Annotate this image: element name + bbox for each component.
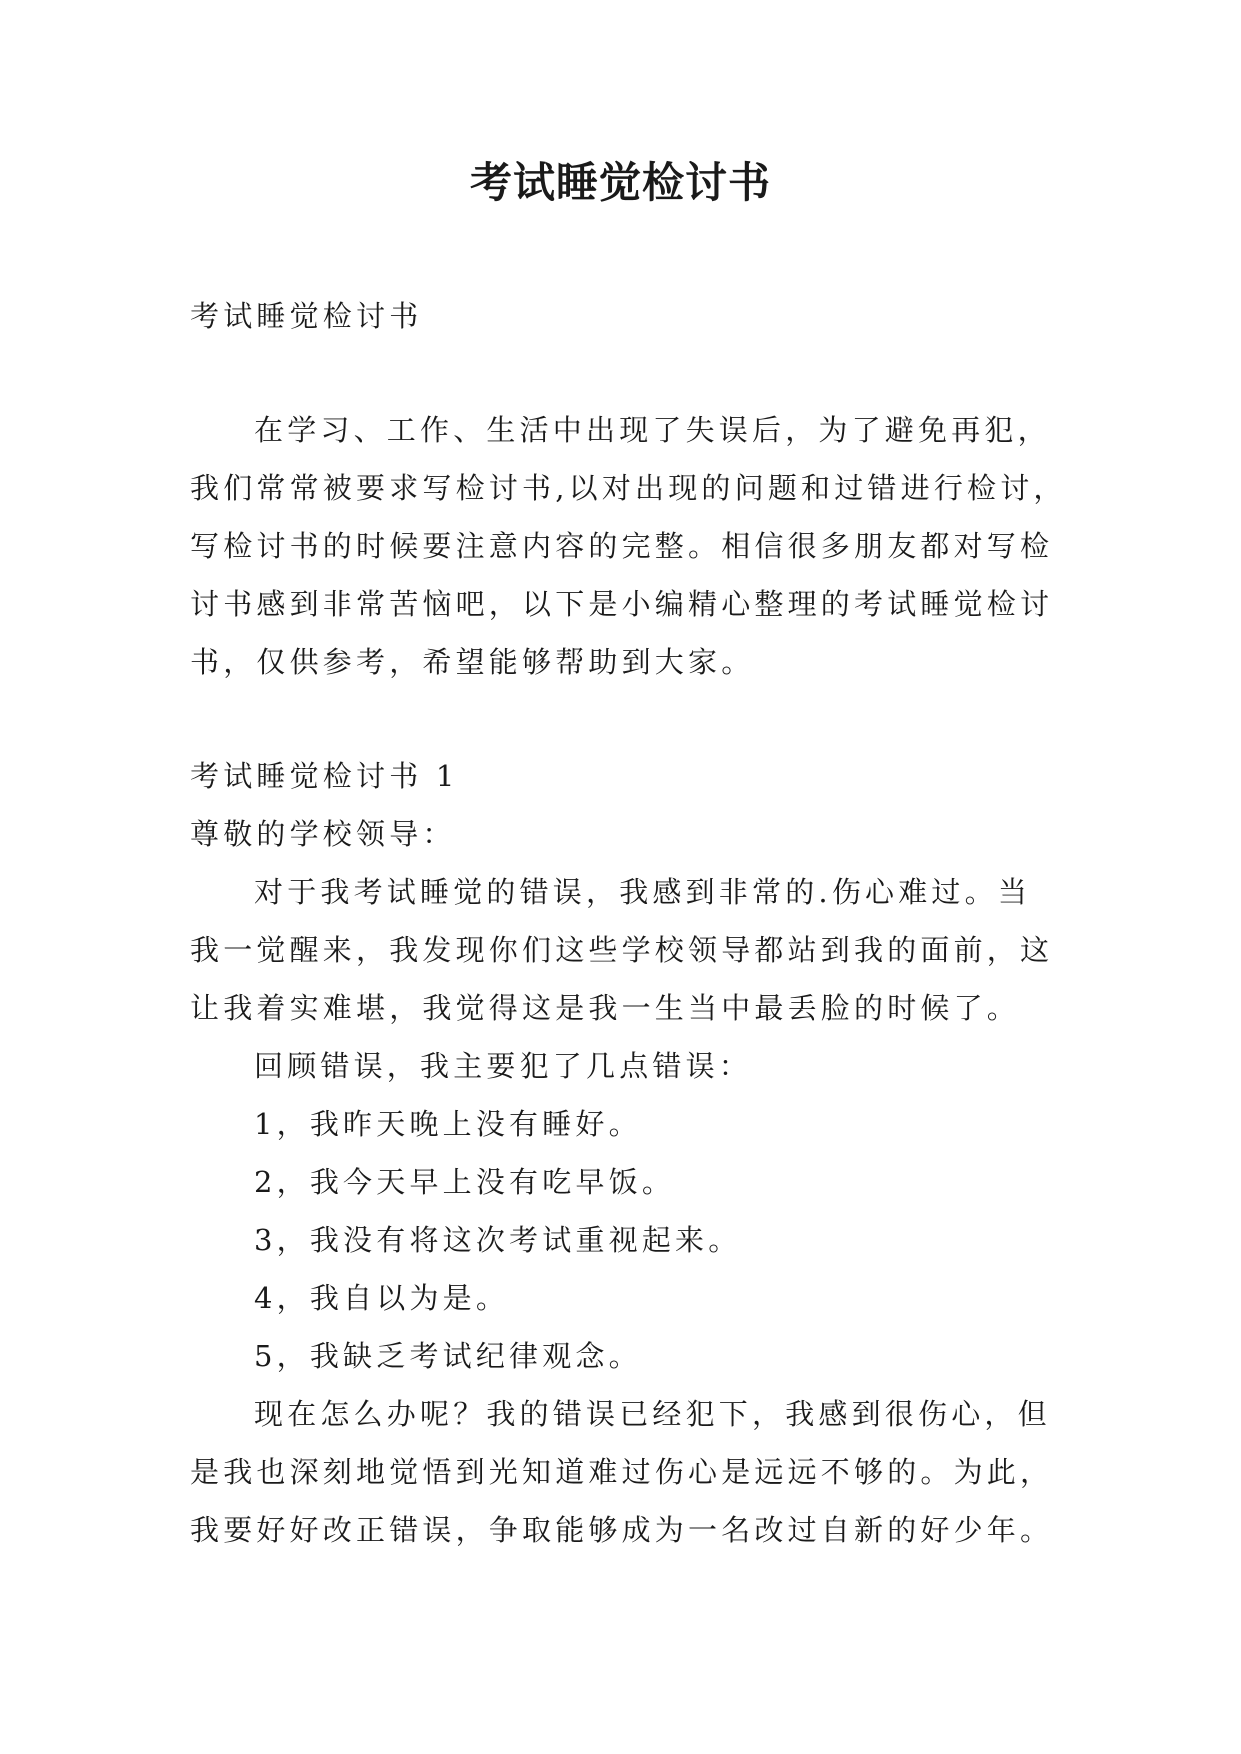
body-line: 让我着实难堪，我觉得这是我一生当中最丢脸的时候了。 <box>190 991 1021 1025</box>
intro-line: 我们常常被要求写检讨书,以对出现的问题和过错进行检讨， <box>190 471 1067 505</box>
salutation: 尊敬的学校领导： <box>190 817 456 851</box>
body-line: 是我也深刻地觉悟到光知道难过伤心是远远不够的。为此， <box>190 1455 1054 1489</box>
intro-line: 写检讨书的时候要注意内容的完整。相信很多朋友都对写检 <box>190 529 1054 563</box>
subtitle: 考试睡觉检讨书 <box>190 299 423 333</box>
body-line: 我一觉醒来，我发现你们这些学校领导都站到我的面前，这 <box>190 933 1054 967</box>
list-item: 5，我缺乏考试纪律观念。 <box>254 1339 642 1373</box>
body-line: 我要好好改正错误，争取能够成为一名改过自新的好少年。 <box>190 1513 1054 1547</box>
review-line: 回顾错误，我主要犯了几点错误： <box>254 1049 753 1083</box>
body-line: 现在怎么办呢？我的错误已经犯下，我感到很伤心，但 <box>254 1397 1051 1431</box>
list-item: 4，我自以为是。 <box>254 1281 510 1315</box>
intro-line: 在学习、工作、生活中出现了失误后，为了避免再犯， <box>254 413 1051 447</box>
page-title: 考试睡觉检讨书 <box>469 158 771 207</box>
intro-line: 讨书感到非常苦恼吧，以下是小编精心整理的考试睡觉检讨 <box>190 587 1054 621</box>
body-line: 对于我考试睡觉的错误，我感到非常的.伤心难过。当 <box>254 875 1032 909</box>
intro-line: 书，仅供参考，希望能够帮助到大家。 <box>190 645 755 679</box>
section-heading: 考试睡觉检讨书 1 <box>190 759 459 793</box>
list-item: 1，我昨天晚上没有睡好。 <box>254 1107 642 1141</box>
list-item: 2，我今天早上没有吃早饭。 <box>254 1165 676 1199</box>
list-item: 3，我没有将这次考试重视起来。 <box>254 1223 742 1257</box>
